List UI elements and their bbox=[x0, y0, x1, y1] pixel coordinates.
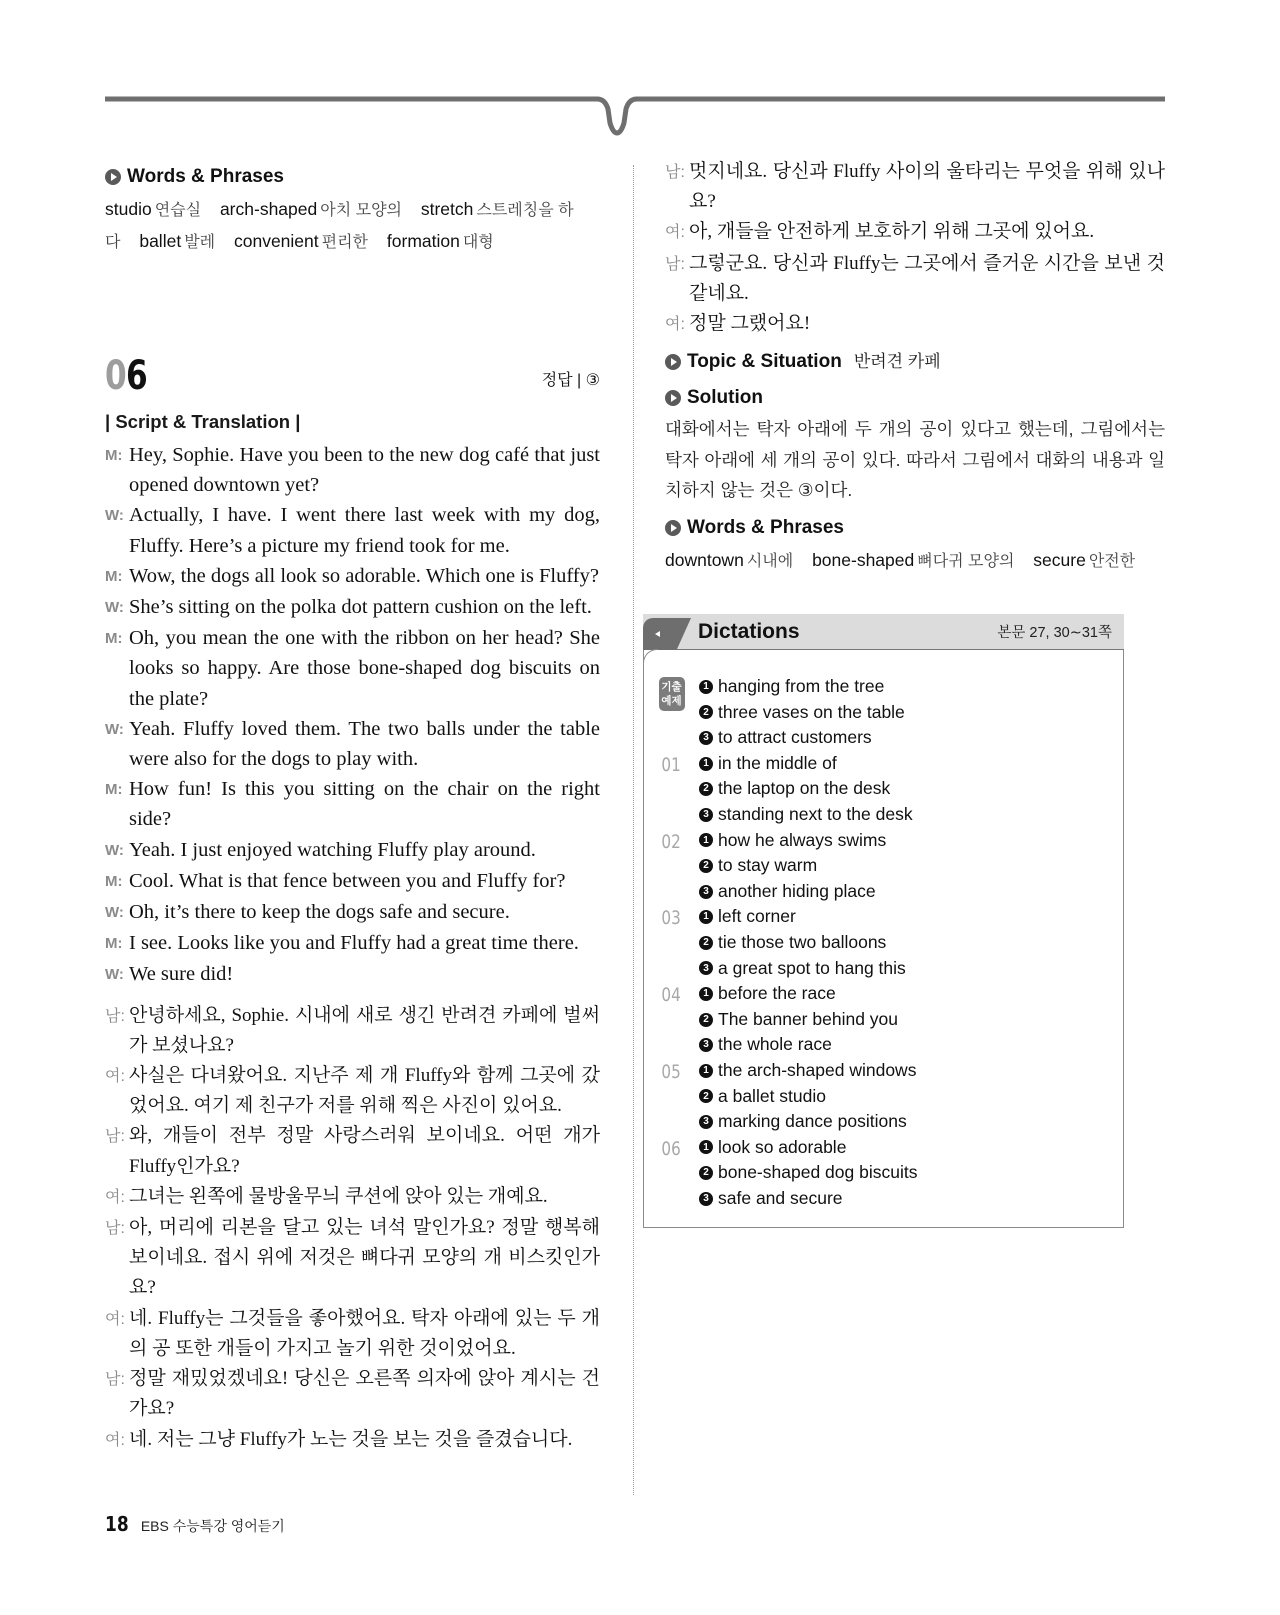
dictation-item: 3 another hiding place bbox=[699, 879, 1123, 905]
dictation-item: 2 The banner behind you bbox=[699, 1007, 1123, 1033]
topic-situation-heading: Topic & Situation 반려견 카페 bbox=[665, 350, 1165, 374]
dictation-item: 2 a ballet studio bbox=[699, 1084, 1123, 1110]
dictation-group-06: 06 1 look so adorable 2 bone-shaped dog biscuits 3 safe and secure bbox=[644, 1135, 1123, 1212]
dictation-item: 2 tie those two balloons bbox=[699, 930, 1123, 956]
dictation-item: 3 standing next to the desk bbox=[699, 802, 1123, 828]
translation-line: 남: 안녕하세요, Sophie. 시내에 새로 생긴 반려견 카페에 벌써 가 보셨나요? bbox=[105, 1004, 600, 1056]
circled-number-icon: 2 bbox=[699, 705, 713, 719]
word-entry: formation 대형 bbox=[386, 231, 494, 251]
korean-translation-continued bbox=[665, 157, 1165, 340]
dictation-item: 2 the laptop on the desk bbox=[699, 776, 1123, 802]
translation-line: 여: 사실은 다녀왔어요. 지난주 제 개 Fluffy와 함께 그곳에 갔었어요. 여기 제 친구가 저를 위해 찍은 사진이 있어요. bbox=[105, 1065, 600, 1117]
script-line: M: Hey, Sophie. Have you been to the new dog café that just opened downtown yet? bbox=[105, 444, 600, 497]
dictation-item: 2 to stay warm bbox=[699, 853, 1123, 879]
translation-line: 남: 아, 머리에 리본을 달고 있는 녀석 말인가요? 정말 행복해 보이네요. 접시 위에 저것은 뼈다귀 모양의 개 비스킷인가요? bbox=[105, 1217, 600, 1299]
script-line: M: How fun! Is this you sitting on the chair on the right side? bbox=[105, 778, 600, 831]
circled-number-icon: 2 bbox=[699, 859, 713, 873]
translation-line: 남: 그렇군요. 당신과 Fluffy는 그곳에서 즐거운 시간을 보낸 것 같네요. bbox=[665, 252, 1165, 304]
dictation-item: 3 marking dance positions bbox=[699, 1109, 1123, 1135]
script-line: W: She’s sitting on the polka dot pattern cushion on the left. bbox=[105, 596, 592, 619]
dictation-item: 1 hanging from the tree bbox=[699, 674, 1123, 700]
dictations-body bbox=[643, 650, 1124, 1228]
past-exam-example-badge: 기출 예제 bbox=[659, 677, 685, 711]
dictation-item: 1 the arch-shaped windows bbox=[699, 1058, 1123, 1084]
circled-number-icon: 3 bbox=[699, 885, 713, 899]
translation-line: 남: 와, 개들이 전부 정말 사랑스러워 보이네요. 어떤 개가 Fluffy인가요? bbox=[105, 1125, 600, 1177]
dictation-item: 3 to attract customers bbox=[699, 725, 1123, 751]
english-script bbox=[105, 440, 600, 991]
word-entry: stretch 스트레칭을 하다 bbox=[105, 199, 574, 251]
script-line: M: Cool. What is that fence between you and Fluffy for? bbox=[105, 869, 566, 892]
dictations-title: Dictations bbox=[698, 619, 800, 643]
dictation-group-03: 03 1 left corner 2 tie those two balloons 3 a great spot to hang this bbox=[644, 904, 1123, 981]
page-footer bbox=[105, 1512, 285, 1536]
circled-number-icon: 3 bbox=[699, 808, 713, 822]
circled-number-icon: 1 bbox=[699, 1140, 713, 1154]
circled-number-icon: 1 bbox=[699, 910, 713, 924]
translation-line: 여: 아, 개들을 안전하게 보호하기 위해 그곳에 있어요. bbox=[665, 221, 1095, 243]
script-translation-title: | Script & Translation | bbox=[105, 411, 301, 432]
dictations-header bbox=[643, 614, 1124, 650]
circled-number-icon: 3 bbox=[699, 1192, 713, 1206]
question-number: 06 bbox=[105, 353, 147, 399]
word-entry: downtown 시내에 bbox=[665, 549, 794, 570]
circled-number-icon: 3 bbox=[699, 1038, 713, 1052]
words-phrases-list bbox=[105, 194, 600, 258]
dictations-box bbox=[643, 614, 1124, 1228]
play-bullet-icon bbox=[105, 169, 121, 185]
circled-number-icon: 1 bbox=[699, 987, 713, 1001]
right-column bbox=[665, 161, 1165, 577]
circled-number-icon: 3 bbox=[699, 731, 713, 745]
word-entry: arch-shaped 아치 모양의 bbox=[219, 199, 402, 219]
answer-label: 정답 | ③ bbox=[541, 372, 600, 389]
dictation-group-example bbox=[644, 674, 1123, 751]
word-entry: ballet 발레 bbox=[139, 231, 216, 251]
script-line: W: Actually, I have. I went there last week with my dog, Fluffy. Here’s a picture my friend took for me. bbox=[105, 504, 600, 557]
play-bullet-icon bbox=[665, 520, 681, 536]
dictation-item: 2 bone-shaped dog biscuits bbox=[699, 1160, 1123, 1186]
circled-number-icon: 3 bbox=[699, 961, 713, 975]
script-line: W: We sure did! bbox=[105, 963, 234, 986]
word-entry: bone-shaped 뼈다귀 모양의 bbox=[812, 549, 1015, 570]
play-bullet-icon bbox=[665, 354, 681, 370]
book-title: EBS 수능특강 영어듣기 bbox=[140, 1518, 285, 1534]
words-phrases-list bbox=[665, 545, 1165, 577]
circled-number-icon: 2 bbox=[699, 1166, 713, 1180]
top-decorative-rule bbox=[105, 95, 1165, 145]
dictation-group-05: 05 1 the arch-shaped windows 2 a ballet studio 3 marking dance positions bbox=[644, 1058, 1123, 1135]
circled-number-icon: 1 bbox=[699, 757, 713, 771]
dictation-item: 3 the whole race bbox=[699, 1032, 1123, 1058]
circled-number-icon: 3 bbox=[699, 1115, 713, 1129]
dictation-group-04: 04 1 before the race 2 The banner behind you 3 the whole race bbox=[644, 981, 1123, 1058]
dictation-item: 1 before the race bbox=[699, 981, 1123, 1007]
dictation-item: 1 left corner bbox=[699, 904, 1123, 930]
circled-number-icon: 2 bbox=[699, 936, 713, 950]
left-arrow-tab-icon bbox=[643, 618, 691, 650]
left-column bbox=[105, 165, 600, 1456]
script-line: W: Oh, it’s there to keep the dogs safe and secure. bbox=[105, 901, 510, 924]
dictation-item: 3 safe and secure bbox=[699, 1186, 1123, 1212]
word-entry: convenient 편리한 bbox=[233, 231, 369, 251]
script-line: M: Wow, the dogs all look so adorable. Which one is Fluffy? bbox=[105, 564, 599, 587]
question-header bbox=[105, 353, 600, 399]
korean-translation bbox=[105, 1001, 600, 1456]
circled-number-icon: 1 bbox=[699, 680, 713, 694]
dictation-item: 1 how he always swims bbox=[699, 828, 1123, 854]
column-divider bbox=[633, 165, 634, 1495]
solution-text: 대화에서는 탁자 아래에 두 개의 공이 있다고 했는데, 그림에서는 탁자 아래에 세 개의 공이 있다. 따라서 그림에서 대화의 내용과 일치하지 않는 것은 ③이다. bbox=[665, 419, 1165, 501]
dictation-group-01: 01 1 in the middle of 2 the laptop on the desk 3 standing next to the desk bbox=[644, 751, 1123, 828]
dictations-page-reference: 본문 27, 30∼31쪽 bbox=[997, 625, 1112, 641]
dictation-item: 3 a great spot to hang this bbox=[699, 956, 1123, 982]
script-line: W: Yeah. Fluffy loved them. The two balls under the table were also for the dogs to play with. bbox=[105, 717, 600, 771]
circled-number-icon: 2 bbox=[699, 782, 713, 796]
words-phrases-heading: Words & Phrases bbox=[665, 516, 1165, 540]
word-entry: secure 안전한 bbox=[1033, 549, 1136, 570]
dictation-item: 2 three vases on the table bbox=[699, 700, 1123, 726]
circled-number-icon: 1 bbox=[699, 833, 713, 847]
translation-line: 남: 멋지네요. 당신과 Fluffy 사이의 울타리는 무엇을 위해 있나요? bbox=[665, 161, 1165, 213]
dictation-item: 1 look so adorable bbox=[699, 1135, 1123, 1161]
solution-heading: Solution bbox=[665, 386, 1165, 410]
circled-number-icon: 1 bbox=[699, 1064, 713, 1078]
circled-number-icon: 2 bbox=[699, 1089, 713, 1103]
script-line: W: Yeah. I just enjoyed watching Fluffy play around. bbox=[105, 838, 536, 861]
translation-line: 여: 네. Fluffy는 그것들을 좋아했어요. 탁자 아래에 있는 두 개의 공 또한 개들이 가지고 놀기 위한 것이었어요. bbox=[105, 1307, 600, 1359]
dictation-group-02: 02 1 how he always swims 2 to stay warm 3 another hiding place bbox=[644, 828, 1123, 905]
script-line: M: I see. Looks like you and Fluffy had a great time there. bbox=[105, 932, 579, 955]
translation-line: 남: 정말 재밌었겠네요! 당신은 오른쪽 의자에 앉아 계시는 건가요? bbox=[105, 1368, 600, 1420]
script-line: M: Oh, you mean the one with the ribbon on her head? She looks so happy. Are those bone-shaped dog biscuits on the plate? bbox=[105, 627, 600, 710]
play-bullet-icon bbox=[665, 390, 681, 406]
circled-number-icon: 2 bbox=[699, 1013, 713, 1027]
word-entry: studio 연습실 bbox=[105, 199, 202, 219]
page-number: 18 bbox=[105, 1512, 129, 1536]
translation-line: 여: 그녀는 왼쪽에 물방울무늬 쿠션에 앉아 있는 개예요. bbox=[105, 1185, 548, 1207]
translation-line: 여: 네. 저는 그냥 Fluffy가 노는 것을 보는 것을 즐겼습니다. bbox=[105, 1428, 573, 1450]
words-phrases-heading: Words & Phrases bbox=[105, 165, 600, 189]
translation-line: 여: 정말 그랬어요! bbox=[665, 313, 811, 335]
dictation-item: 1 in the middle of bbox=[699, 751, 1123, 777]
topic-value: 반려견 카페 bbox=[853, 352, 941, 372]
